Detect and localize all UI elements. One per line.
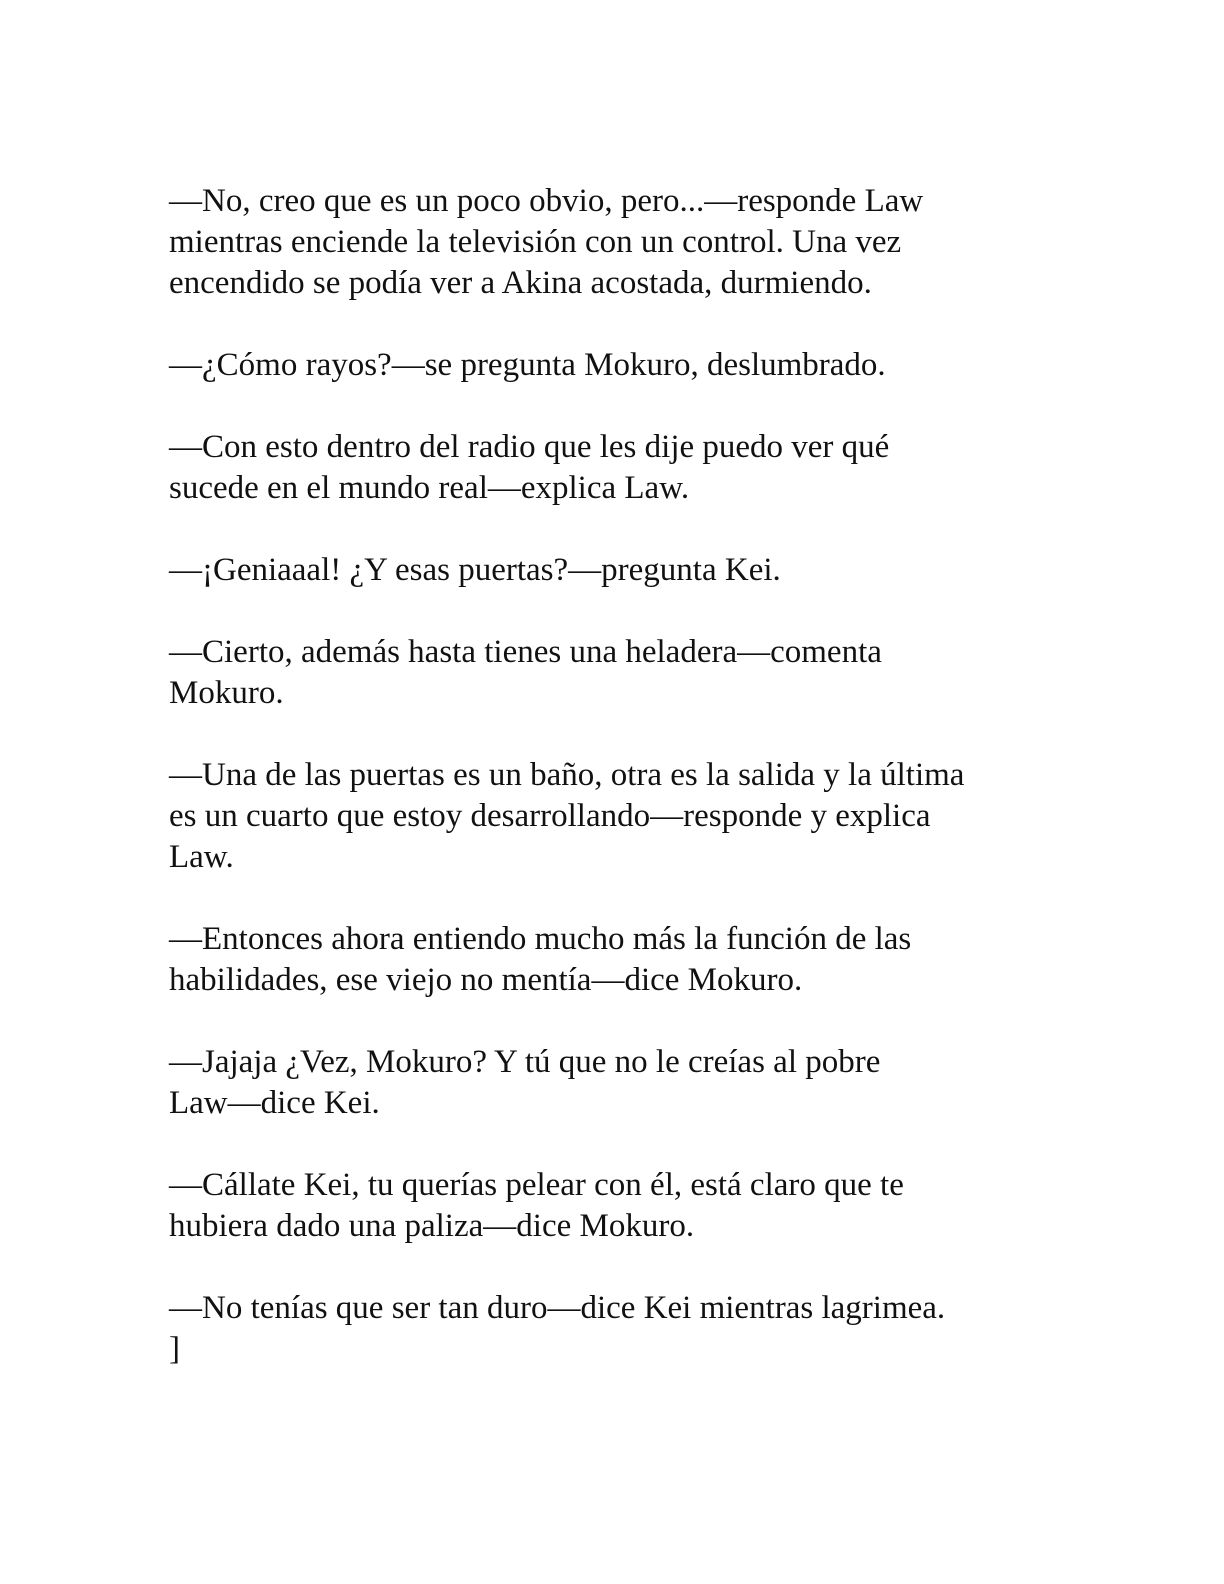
- paragraph: [169, 632, 1069, 714]
- text-line: hubiera dado una paliza—dice Mokuro.: [169, 1208, 695, 1244]
- text-line: Law—dice Kei.: [169, 1085, 380, 1121]
- text-line: ]: [169, 1331, 180, 1367]
- text-line: Mokuro.: [169, 675, 284, 711]
- text-line: Law.: [169, 839, 234, 875]
- paragraph: [169, 1288, 1069, 1370]
- text-line: —¡Geniaaal! ¿Y esas puertas?—pregunta Kei.: [169, 552, 781, 588]
- text-line: —Cierto, además hasta tienes una heladera—comenta: [169, 634, 882, 670]
- text-line: encendido se podía ver a Akina acostada, durmiendo.: [169, 265, 872, 301]
- text-line: —¿Cómo rayos?—se pregunta Mokuro, deslumbrado.: [169, 347, 886, 383]
- paragraph: [169, 1165, 1069, 1247]
- paragraph: [169, 919, 1069, 1001]
- text-line: —No, creo que es un poco obvio, pero...—responde Law: [169, 183, 924, 219]
- paragraph: [169, 550, 1069, 591]
- paragraph: [169, 427, 1069, 509]
- text-line: habilidades, ese viejo no mentía—dice Mokuro.: [169, 962, 803, 998]
- text-line: —Entonces ahora entiendo mucho más la función de las: [169, 921, 912, 957]
- paragraph: [169, 181, 1069, 304]
- document-body: [169, 181, 1069, 1370]
- text-line: —Jajaja ¿Vez, Mokuro? Y tú que no le creías al pobre: [169, 1044, 881, 1080]
- text-line: sucede en el mundo real—explica Law.: [169, 470, 690, 506]
- paragraph: [169, 755, 1069, 878]
- paragraph: [169, 345, 1069, 386]
- text-line: —Una de las puertas es un baño, otra es la salida y la última: [169, 757, 965, 793]
- text-line: es un cuarto que estoy desarrollando—responde y explica: [169, 798, 931, 834]
- paragraph: [169, 1042, 1069, 1124]
- text-line: mientras enciende la televisión con un control. Una vez: [169, 224, 902, 260]
- text-line: —Con esto dentro del radio que les dije puedo ver qué: [169, 429, 890, 465]
- text-line: —No tenías que ser tan duro—dice Kei mientras lagrimea.: [169, 1290, 946, 1326]
- text-line: —Cállate Kei, tu querías pelear con él, está claro que te: [169, 1167, 904, 1203]
